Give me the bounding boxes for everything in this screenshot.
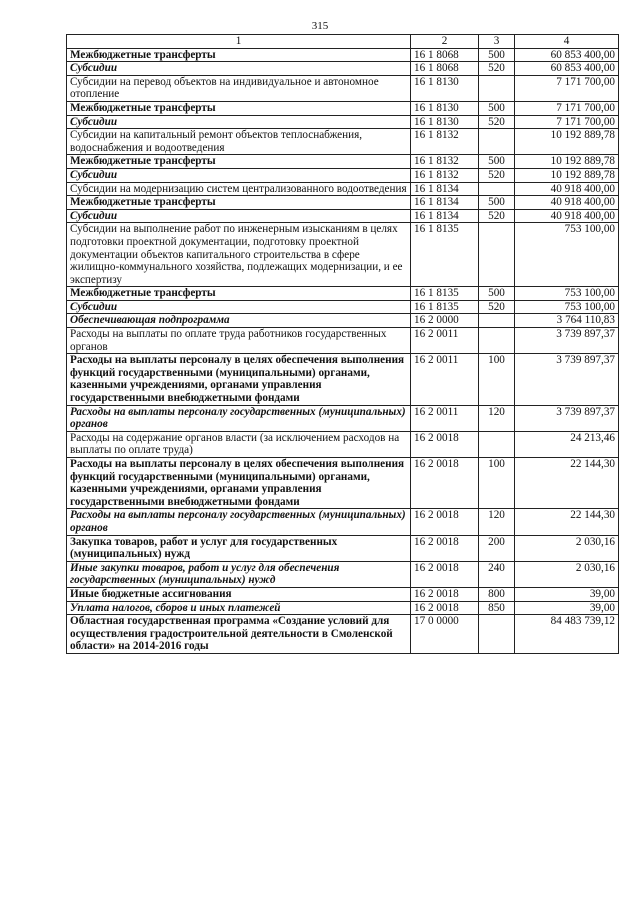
table-row [67, 223, 619, 287]
row-target-code: 16 1 8130 [411, 101, 479, 115]
row-name: Иные закупки товаров, работ и услуг для обеспечения государственных (муниципальных) нужд [67, 561, 411, 587]
row-amount: 7 171 700,00 [515, 115, 619, 129]
row-name: Областная государственная программа «Создание условий для осуществления градостроительной деятельности в Смоленской области» на 2014-2016 годы [67, 615, 411, 654]
row-name: Расходы на выплаты персоналу государственных (муниципальных) органов [67, 405, 411, 431]
row-expense-type [479, 328, 515, 354]
row-amount: 7 171 700,00 [515, 75, 619, 101]
row-expense-type: 120 [479, 405, 515, 431]
row-amount: 22 144,30 [515, 509, 619, 535]
row-expense-type: 500 [479, 196, 515, 210]
row-expense-type: 800 [479, 587, 515, 601]
row-expense-type [479, 314, 515, 328]
table-row [67, 101, 619, 115]
row-expense-type: 520 [479, 115, 515, 129]
row-expense-type: 100 [479, 354, 515, 405]
row-amount: 10 192 889,78 [515, 155, 619, 169]
column-header-amount: 4 [515, 35, 619, 49]
column-header-expense-type: 3 [479, 35, 515, 49]
row-name: Субсидии на перевод объектов на индивидуальное и автономное отопление [67, 75, 411, 101]
row-target-code: 16 2 0018 [411, 431, 479, 457]
row-amount: 60 853 400,00 [515, 62, 619, 76]
row-expense-type: 520 [479, 62, 515, 76]
row-target-code: 16 1 8132 [411, 155, 479, 169]
row-amount: 39,00 [515, 587, 619, 601]
table-row [67, 601, 619, 615]
table-row [67, 62, 619, 76]
table-row [67, 328, 619, 354]
row-name: Межбюджетные трансферты [67, 101, 411, 115]
column-header-target-code: 2 [411, 35, 479, 49]
row-target-code: 16 1 8068 [411, 62, 479, 76]
page-number: 315 [311, 20, 329, 32]
row-amount: 2 030,16 [515, 535, 619, 561]
table-row [67, 314, 619, 328]
row-target-code: 16 2 0018 [411, 509, 479, 535]
row-target-code: 16 1 8130 [411, 115, 479, 129]
table-row [67, 354, 619, 405]
row-expense-type: 120 [479, 509, 515, 535]
table-row [67, 168, 619, 182]
table-row [67, 300, 619, 314]
row-expense-type [479, 75, 515, 101]
row-amount: 39,00 [515, 601, 619, 615]
row-expense-type [479, 182, 515, 196]
row-expense-type: 500 [479, 48, 515, 62]
row-amount: 2 030,16 [515, 561, 619, 587]
row-amount: 60 853 400,00 [515, 48, 619, 62]
row-name: Межбюджетные трансферты [67, 196, 411, 210]
table-row [67, 196, 619, 210]
table-row [67, 287, 619, 301]
row-target-code: 16 1 8132 [411, 129, 479, 155]
row-expense-type [479, 431, 515, 457]
row-name: Обеспечивающая подпрограмма [67, 314, 411, 328]
row-target-code: 16 1 8134 [411, 182, 479, 196]
row-expense-type: 500 [479, 155, 515, 169]
row-target-code: 16 2 0018 [411, 587, 479, 601]
table-body [67, 48, 619, 653]
table-row [67, 182, 619, 196]
row-target-code: 16 1 8135 [411, 287, 479, 301]
row-name: Межбюджетные трансферты [67, 48, 411, 62]
row-name: Расходы на выплаты по оплате труда работников государственных органов [67, 328, 411, 354]
table-row [67, 48, 619, 62]
row-expense-type: 500 [479, 287, 515, 301]
row-amount: 10 192 889,78 [515, 168, 619, 182]
table-row [67, 458, 619, 509]
row-target-code: 16 2 0011 [411, 405, 479, 431]
table-header-row [67, 35, 619, 49]
row-amount: 3 764 110,83 [515, 314, 619, 328]
row-target-code: 16 2 0018 [411, 458, 479, 509]
row-target-code: 16 1 8130 [411, 75, 479, 101]
table-row [67, 431, 619, 457]
row-name: Уплата налогов, сборов и иных платежей [67, 601, 411, 615]
table-row [67, 405, 619, 431]
row-name: Субсидии [67, 62, 411, 76]
row-amount: 84 483 739,12 [515, 615, 619, 654]
row-target-code: 16 1 8132 [411, 168, 479, 182]
row-name: Субсидии на модернизацию систем централизованного водоотведения [67, 182, 411, 196]
row-amount: 40 918 400,00 [515, 182, 619, 196]
row-expense-type: 520 [479, 209, 515, 223]
row-name: Расходы на выплаты персоналу в целях обеспечения выполнения функций государственными (муниципальными) органами, казенными учреждениями, органами управления государственными внебюджетными фондами [67, 354, 411, 405]
table-row [67, 155, 619, 169]
row-target-code: 16 2 0011 [411, 354, 479, 405]
row-name: Субсидии [67, 168, 411, 182]
table-row [67, 535, 619, 561]
row-expense-type [479, 223, 515, 287]
row-amount: 753 100,00 [515, 223, 619, 287]
row-name: Иные бюджетные ассигнования [67, 587, 411, 601]
row-name: Расходы на выплаты персоналу в целях обеспечения выполнения функций государственными (муниципальными) органами, казенными учреждениями, органами управления государственными внебюджетными фондами [67, 458, 411, 509]
row-target-code: 17 0 0000 [411, 615, 479, 654]
row-amount: 7 171 700,00 [515, 101, 619, 115]
row-name: Субсидии на капитальный ремонт объектов теплоснабжения, водоснабжения и водоотведения [67, 129, 411, 155]
row-amount: 40 918 400,00 [515, 209, 619, 223]
row-name: Закупка товаров, работ и услуг для государственных (муниципальных) нужд [67, 535, 411, 561]
row-amount: 3 739 897,37 [515, 354, 619, 405]
row-name: Субсидии [67, 115, 411, 129]
table-row [67, 615, 619, 654]
row-expense-type: 520 [479, 300, 515, 314]
table-row [67, 209, 619, 223]
row-target-code: 16 1 8135 [411, 300, 479, 314]
row-expense-type: 500 [479, 101, 515, 115]
row-target-code: 16 2 0000 [411, 314, 479, 328]
row-name: Расходы на выплаты персоналу государственных (муниципальных) органов [67, 509, 411, 535]
table-row [67, 129, 619, 155]
row-target-code: 16 2 0018 [411, 601, 479, 615]
row-expense-type: 200 [479, 535, 515, 561]
row-target-code: 16 1 8134 [411, 196, 479, 210]
table-row [67, 561, 619, 587]
table-row [67, 75, 619, 101]
budget-table [66, 34, 619, 654]
row-amount: 10 192 889,78 [515, 129, 619, 155]
row-name: Субсидии на выполнение работ по инженерным изысканиям в целях подготовки проектной документации, подготовку проектной документации объектов капитального строительства в сфере жилищно-коммунального хозяйства, подлежащих модернизации, и ее экспертизу [67, 223, 411, 287]
row-expense-type: 520 [479, 168, 515, 182]
row-expense-type: 240 [479, 561, 515, 587]
row-name: Субсидии [67, 300, 411, 314]
row-expense-type: 100 [479, 458, 515, 509]
row-target-code: 16 1 8135 [411, 223, 479, 287]
table-row [67, 587, 619, 601]
table-row [67, 115, 619, 129]
row-amount: 40 918 400,00 [515, 196, 619, 210]
row-amount: 24 213,46 [515, 431, 619, 457]
row-name: Межбюджетные трансферты [67, 287, 411, 301]
row-amount: 3 739 897,37 [515, 405, 619, 431]
row-expense-type: 850 [479, 601, 515, 615]
row-amount: 753 100,00 [515, 300, 619, 314]
row-target-code: 16 2 0018 [411, 561, 479, 587]
row-name: Расходы на содержание органов власти (за исключением расходов на выплаты по оплате труда) [67, 431, 411, 457]
row-amount: 3 739 897,37 [515, 328, 619, 354]
row-target-code: 16 1 8134 [411, 209, 479, 223]
row-name: Субсидии [67, 209, 411, 223]
row-amount: 22 144,30 [515, 458, 619, 509]
row-target-code: 16 2 0011 [411, 328, 479, 354]
row-amount: 753 100,00 [515, 287, 619, 301]
row-target-code: 16 1 8068 [411, 48, 479, 62]
row-expense-type [479, 615, 515, 654]
column-header-name: 1 [67, 35, 411, 49]
table-row [67, 509, 619, 535]
row-expense-type [479, 129, 515, 155]
row-name: Межбюджетные трансферты [67, 155, 411, 169]
row-target-code: 16 2 0018 [411, 535, 479, 561]
